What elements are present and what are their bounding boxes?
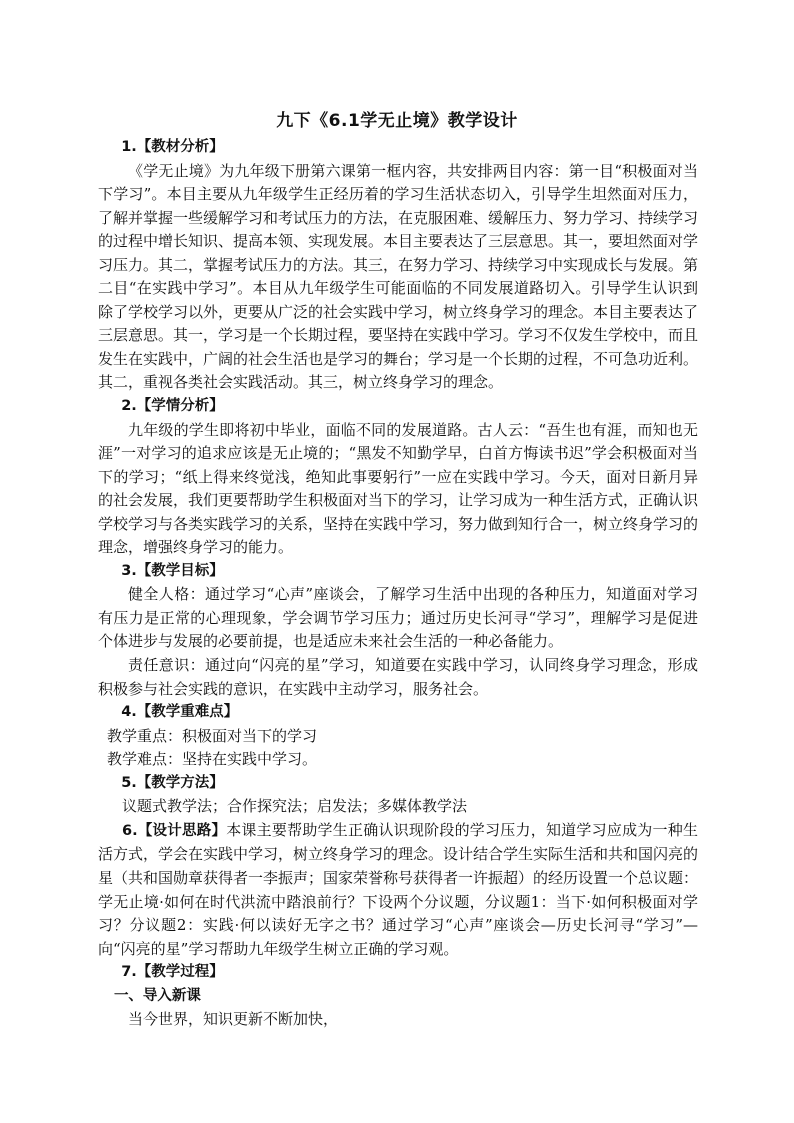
paragraph-goal-responsibility: 责任意识：通过向“闪亮的星”学习，知道要在实践中学习，认同终身学习理念，形成积极参与社会实践的意识，在实践中主动学习，服务社会。 [98,656,698,698]
section-heading-key-points: 4.【教学重难点】 [121,704,239,721]
paragraph-design-idea [98,819,698,961]
paragraph-methods: 议题式教学法；合作探究法；启发法；多媒体教学法 [122,797,468,816]
subheading-introduction: 一、导入新课 [113,987,201,1004]
design-idea-text: 本课主要帮助学生正确认识现阶段的学习压力，知道学习应成为一种生活方式，学会在实践中学习，树立终身学习的理念。设计结合学生实际生活和共和国闪亮的星（共和国勋章获得者一李振声；国家荣誉称号获得者一许振超）的经历设置一个总议题：学无止境·如何在时代洪流中踏浪前行？下设两个分议题，分议题1：当下·如何积极面对学习？分议题2：实践·何以读好无字之书？通过学习“心声”座谈会—历史长河寻“学习”—向“闪亮的星”学习帮助九年级学生树立正确的学习观。 [98,820,699,958]
section-heading-student-analysis: 2.【学情分析】 [121,398,224,415]
section-heading-process: 7.【教学过程】 [121,964,224,981]
paragraph-textbook-analysis: 《学无止境》为九年级下册第六课第一框内容，共安排两目内容：第一目“积极面对当下学习”。本目主要从九年级学生正经历着的学习生活状态切入，引导学生坦然面对压力，了解并掌握一些缓解学习和考试压力的方法，在克服困难、缓解压力、努力学习、持续学习的过程中增长知识、提高本领、实现发展。本目主要表达了三层意思。其一，要坦然面对学习压力。其二，掌握考试压力的方法。其三，在努力学习、持续学习中实现成长与发展。第二目“在实践中学习”。本目从九年级学生可能面临的不同发展道路切入。引导学生认识到除了学校学习以外，更要从广泛的社会实践中学习，树立终身学习的理念。本目主要表达了三层意思。其一，学习是一个长期过程，要坚持在实践中学习。学习不仅发生学校中，而且发生在实践中，广阔的社会生活也是学习的舞台；学习是一个长期的过程，不可急功近利。其二，重视各类社会实践活动。其三，树立终身学习的理念。 [98,161,699,392]
paragraph-introduction: 当今世界，知识更新不断加快， [128,1010,339,1029]
document-body [98,136,698,1032]
paragraph-goal-personality: 健全人格：通过学习“心声”座谈会，了解学习生活中出现的各种压力，知道面对学习有压力是正常的心理现象，学会调节学习压力；通过历史长河寻“学习”，理解学习是促进个体进步与发展的必要前提，也是适应未来社会生活的一种必备能力。 [98,585,698,651]
paragraph-student-analysis: 九年级的学生即将初中毕业，面临不同的发展道路。古人云：“吾生也有涯，而知也无涯”一对学习的追求应该是无止境的；“黑发不知勤学早，白首方悔读书迟”学会积极面对当下的学习；“纸上得来终觉浅，绝知此事要躬行”一应在实践中学习。今天，面对日新月异的社会发展，我们更要帮助学生积极面对当下的学习，让学习成为一种生活方式，正确认识学校学习与各类实践学习的关系，坚持在实践中学习，努力做到知行合一，树立终身学习的理念，增强终身学习的能力。 [98,420,699,557]
section-heading-design-idea: 6.【设计思路】 [122,822,227,839]
document-title: 九下《6.1学无止境》教学设计 [276,111,518,131]
section-heading-methods: 5.【教学方法】 [121,774,224,791]
paragraph-difficult-point: 教学难点：坚持在实践中学习。 [107,750,318,769]
paragraph-key-point: 教学重点：积极面对当下的学习 [107,726,318,745]
section-heading-teaching-goals: 3.【教学目标】 [121,562,224,579]
section-heading-textbook-analysis: 1.【教材分析】 [121,139,224,155]
